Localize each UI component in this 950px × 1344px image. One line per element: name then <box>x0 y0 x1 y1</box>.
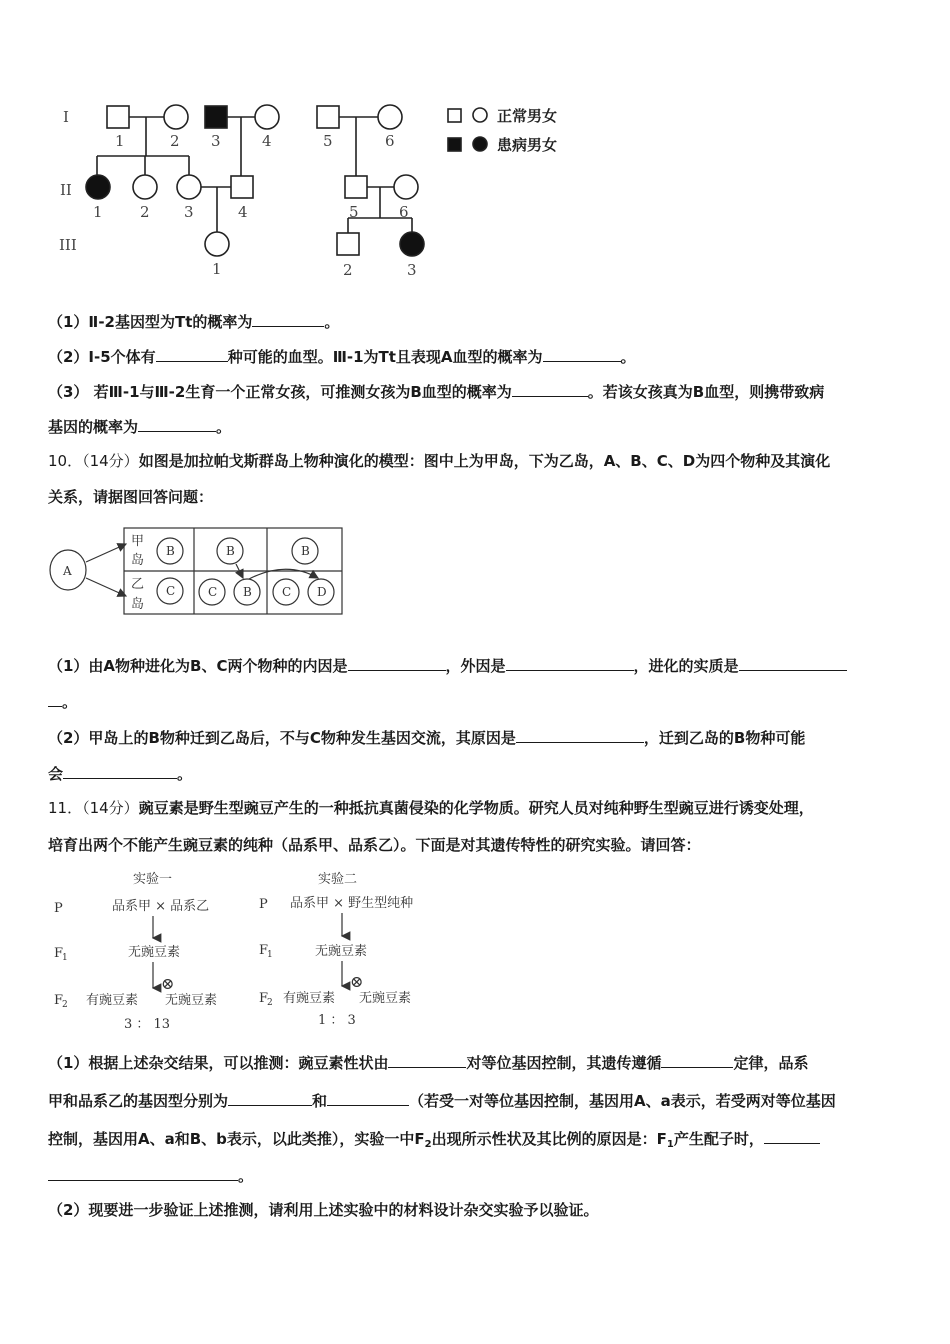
answer-blank[interactable] <box>388 1052 466 1068</box>
svg-text:1: 1 <box>93 203 103 221</box>
individual-I4 <box>255 105 279 129</box>
svg-text:F: F <box>259 943 269 958</box>
legend-affected-female-icon <box>473 137 487 151</box>
legend-affected-label: 患病男女 <box>497 136 558 154</box>
q10-part2: （2）甲岛上的B物种迁到乙岛后，不与C物种发生基因交流，其原因是 ，迁到乙岛的B物种可能 <box>48 729 806 747</box>
exp2-f2-without: 无豌豆素 <box>359 991 412 1006</box>
svg-text:B: B <box>166 544 175 558</box>
question-number: 10．（14分） <box>48 452 139 470</box>
exp1-title: 实验一 <box>133 872 173 887</box>
answer-blank[interactable] <box>512 381 588 397</box>
svg-text:2: 2 <box>62 1000 68 1010</box>
exp1-ratio: 3 ： 13 <box>124 1017 171 1032</box>
exp2-f2-with: 有豌豆素 <box>283 991 336 1006</box>
svg-text:2: 2 <box>140 203 150 221</box>
svg-text:B: B <box>226 544 235 558</box>
individual-II4 <box>231 176 253 198</box>
q11-part1: （1）根据上述杂交结果，可以推测：豌豆素性状由 对等位基因控制，其遗传遵循 定律，品系 <box>48 1054 809 1072</box>
svg-text:⊗: ⊗ <box>350 972 364 991</box>
individual-II3 <box>177 175 201 199</box>
svg-text:P: P <box>259 897 268 912</box>
q9-part1: （1）Ⅱ-2基因型为Tt的概率为 。 <box>48 313 340 331</box>
answer-blank[interactable] <box>506 655 634 671</box>
q11-part1-cont1: 甲和品系乙的基因型分别为 和 （若受一对等位基因控制，基因用A、a表示，若受两对等位基因 <box>48 1092 836 1110</box>
q10-part1-cont: 。 <box>48 691 904 712</box>
answer-blank[interactable] <box>327 1090 409 1106</box>
answer-blank[interactable] <box>348 655 446 671</box>
exp2-cross: 品系甲 × 野生型纯种 <box>290 896 414 911</box>
svg-text:C: C <box>166 584 176 598</box>
answer-blank[interactable] <box>48 691 62 707</box>
q10-part1: （1）由A物种进化为B、C两个物种的内因是 ，外因是 ，进化的实质是 <box>48 655 904 676</box>
svg-text:F: F <box>54 946 64 961</box>
individual-II2 <box>133 175 157 199</box>
svg-text:岛: 岛 <box>131 553 145 568</box>
q9-part3: （3） 若Ⅲ-1与Ⅲ-2生育一个正常女孩，可推测女孩为B血型的概率为 。若该女孩真为B血型，则携带致病 <box>48 383 825 401</box>
svg-text:6: 6 <box>399 203 409 221</box>
individual-III2 <box>337 233 359 255</box>
legend-normal-male-icon <box>448 109 461 122</box>
individual-III3 <box>400 232 424 256</box>
island-bottom-label: 乙 <box>131 577 145 592</box>
q11-part1-cont3: 。 <box>48 1165 904 1186</box>
svg-text:F: F <box>259 991 269 1006</box>
q10-part2-cont: 会 。 <box>48 765 193 783</box>
island-evolution-diagram <box>46 524 346 620</box>
svg-text:5: 5 <box>323 132 333 150</box>
svg-text:5: 5 <box>349 203 359 221</box>
svg-text:2: 2 <box>170 132 180 150</box>
legend-affected-male-icon <box>448 138 461 151</box>
q11-stem: 11．（14分）豌豆素是野生型豌豆产生的一种抵抗真菌侵染的化学物质。研究人员对纯种野生型豌豆进行诱变处理， <box>48 799 814 817</box>
q10-stem: 10．（14分）如图是加拉帕戈斯群岛上物种演化的模型：图中上为甲岛，下为乙岛，A、B、C、D为四个物种及其演化 <box>48 452 831 470</box>
exp2-ratio: 1 ： 3 <box>318 1013 356 1028</box>
individual-I1 <box>107 106 129 128</box>
svg-text:1: 1 <box>115 132 125 150</box>
answer-blank[interactable] <box>516 727 644 743</box>
svg-text:D: D <box>317 585 327 599</box>
q11-part2: （2）现要进一步验证上述推测，请利用上述实验中的材料设计杂交实验予以验证。 <box>48 1201 599 1219</box>
answer-blank[interactable] <box>63 763 177 779</box>
q10-stem-cont: 关系，请据图回答问题： <box>48 488 214 506</box>
answer-blank[interactable] <box>252 311 324 327</box>
svg-text:4: 4 <box>238 203 248 221</box>
individual-III1 <box>205 232 229 256</box>
svg-text:3: 3 <box>184 203 194 221</box>
answer-blank[interactable] <box>138 416 216 432</box>
individual-I5 <box>317 106 339 128</box>
answer-blank[interactable] <box>661 1052 733 1068</box>
answer-blank[interactable] <box>764 1128 820 1144</box>
q11-stem-cont: 培育出两个不能产生豌豆素的纯种（品系甲、品系乙）。下面是对其遗传特性的研究实验。请回答： <box>48 836 701 854</box>
legend-normal-female-icon <box>473 108 487 122</box>
answer-blank[interactable] <box>739 655 847 671</box>
svg-text:A: A <box>63 564 72 578</box>
q9-part3-cont: 基因的概率为 。 <box>48 418 232 436</box>
svg-text:P: P <box>54 901 63 916</box>
svg-text:B: B <box>243 585 252 599</box>
exp1-f2-without: 无豌豆素 <box>165 993 218 1008</box>
exp1-f1: 无豌豆素 <box>128 945 181 960</box>
cross-experiment-diagram <box>50 868 430 1038</box>
exp2-f1: 无豌豆素 <box>315 944 368 959</box>
individual-II5 <box>345 176 367 198</box>
answer-blank[interactable] <box>543 346 621 362</box>
svg-text:C: C <box>282 585 292 599</box>
gen-label-I: I <box>63 108 69 126</box>
svg-text:3: 3 <box>407 261 417 279</box>
answer-blank[interactable] <box>48 1165 238 1181</box>
svg-text:2: 2 <box>343 261 353 279</box>
q11-part1-cont2: 控制，基因用A、a和B、b表示，以此类推），实验一中$F_2$出现所示性状及其比例的原因是：$F_1$产生配子时， <box>48 1128 904 1155</box>
pedigree-chart <box>55 92 595 292</box>
svg-text:3: 3 <box>211 132 221 150</box>
island-top-label: 甲 <box>131 534 145 549</box>
question-number: 11．（14分） <box>48 799 139 817</box>
svg-text:4: 4 <box>262 132 272 150</box>
individual-I3 <box>205 106 227 128</box>
q9-part2: （2）Ⅰ-5个体有 种可能的血型。Ⅲ-1为Tt且表现A血型的概率为 。 <box>48 348 636 366</box>
gen-label-III: III <box>59 236 77 254</box>
exp1-cross: 品系甲 × 品系乙 <box>112 899 210 914</box>
gen-label-II: II <box>60 181 72 199</box>
svg-text:1: 1 <box>212 260 222 278</box>
svg-text:1: 1 <box>267 950 273 960</box>
exp1-f2-with: 有豌豆素 <box>86 993 139 1008</box>
svg-text:1: 1 <box>62 953 68 963</box>
svg-text:6: 6 <box>385 132 395 150</box>
svg-text:C: C <box>208 585 218 599</box>
individual-I6 <box>378 105 402 129</box>
answer-blank[interactable] <box>156 346 228 362</box>
svg-text:⊗: ⊗ <box>161 974 175 993</box>
svg-text:2: 2 <box>267 998 273 1008</box>
individual-II6 <box>394 175 418 199</box>
individual-I2 <box>164 105 188 129</box>
individual-II1 <box>86 175 110 199</box>
exp2-title: 实验二 <box>318 872 358 887</box>
svg-text:F: F <box>54 993 64 1008</box>
svg-text:岛: 岛 <box>131 597 145 612</box>
svg-text:B: B <box>301 544 310 558</box>
answer-blank[interactable] <box>228 1090 312 1106</box>
legend-normal-label: 正常男女 <box>497 107 558 125</box>
